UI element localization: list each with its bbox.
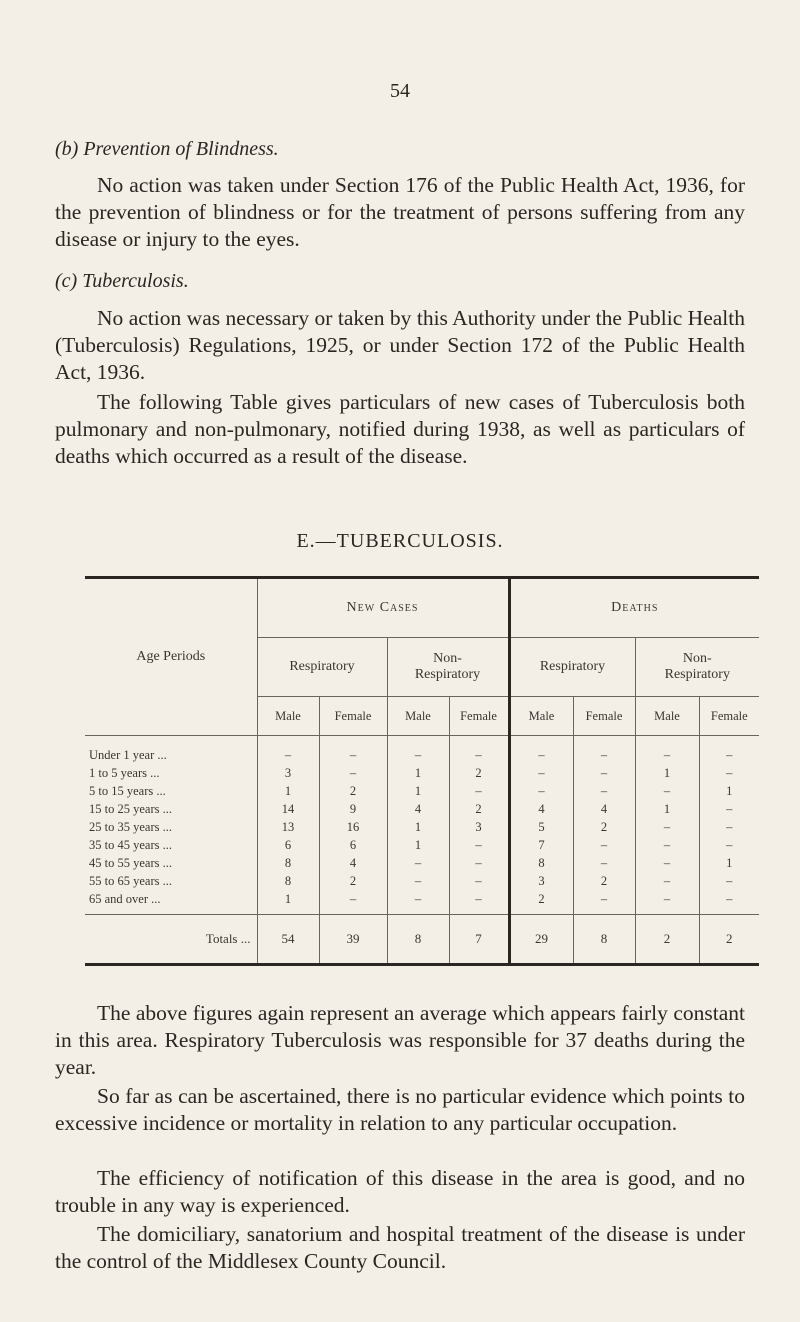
paragraph-average-figures: The above figures again represent an average which appears fairly constant in this area. Respiratory Tuberculosis was responsible for 37 deaths during the year. [55, 1001, 745, 1079]
new-cases-header: New Cases [257, 578, 509, 638]
table-row [85, 818, 759, 836]
table-cell: 2 [509, 890, 573, 915]
table-cell: – [449, 736, 509, 765]
table-cell: 3 [449, 818, 509, 836]
paragraph-blindness: No action was taken under Section 176 of the Public Health Act, 1936, for the prevention of blindness or for the treatment of persons suffering from any disease or injury to the eyes. [55, 173, 745, 251]
age-period-cell: 55 to 65 years ... [85, 872, 257, 890]
totals-label: Totals ... [85, 915, 257, 965]
table-row [85, 782, 759, 800]
deaths-non-respiratory-line2: Respiratory [664, 667, 730, 682]
table-cell: – [449, 890, 509, 915]
table-cell: 8 [257, 872, 319, 890]
table-cell: 6 [257, 836, 319, 854]
table-cell: – [635, 854, 699, 872]
table-cell: 1 [699, 854, 759, 872]
table-cell: – [449, 782, 509, 800]
table-cell: – [319, 764, 387, 782]
table-cell: – [699, 890, 759, 915]
paragraph-occupation: So far as can be ascertained, there is no particular evidence which points to excessive incidence or mortality in relation to any particular occupation. [55, 1084, 745, 1135]
table-cell: 4 [387, 800, 449, 818]
total-cell: 2 [699, 915, 759, 965]
table-cell: – [387, 854, 449, 872]
table-cell: – [635, 836, 699, 854]
age-period-cell: 1 to 5 years ... [85, 764, 257, 782]
paragraph-treatment: The domiciliary, sanatorium and hospital treatment of the disease is under the control of the Middlesex County Council. [55, 1222, 745, 1273]
table-body [85, 736, 759, 965]
age-period-cell: 5 to 15 years ... [85, 782, 257, 800]
table-cell: – [699, 764, 759, 782]
table-cell: 1 [257, 890, 319, 915]
table-cell: – [635, 818, 699, 836]
table-cell: 5 [509, 818, 573, 836]
table-cell: – [319, 890, 387, 915]
total-cell: 8 [387, 915, 449, 965]
section-heading-blindness: (b) Prevention of Blindness. [55, 138, 279, 160]
table-cell: 7 [509, 836, 573, 854]
table-cell: 2 [573, 818, 635, 836]
table-cell: – [699, 800, 759, 818]
table-cell: 4 [509, 800, 573, 818]
total-cell: 8 [573, 915, 635, 965]
deaths-non-respiratory-header [635, 638, 759, 697]
table-cell: 4 [319, 854, 387, 872]
table-cell: – [319, 736, 387, 765]
table-row [85, 764, 759, 782]
table-cell: – [573, 836, 635, 854]
table-cell: – [573, 890, 635, 915]
page-number: 54 [390, 80, 410, 102]
total-cell: 7 [449, 915, 509, 965]
table-cell: – [699, 836, 759, 854]
total-cell: 29 [509, 915, 573, 965]
table-cell: 4 [573, 800, 635, 818]
deaths-respiratory-header: Respiratory [509, 638, 635, 697]
table-cell: 9 [319, 800, 387, 818]
new-non-respiratory-header [387, 638, 509, 697]
new-respiratory-header: Respiratory [257, 638, 387, 697]
female-header: Female [449, 697, 509, 736]
female-header: Female [699, 697, 759, 736]
table-cell: – [573, 854, 635, 872]
male-header: Male [509, 697, 573, 736]
table-cell: – [449, 836, 509, 854]
table-cell: 2 [449, 800, 509, 818]
table-row [85, 800, 759, 818]
table-cell: – [449, 872, 509, 890]
table-cell: 1 [257, 782, 319, 800]
table-cell: – [509, 764, 573, 782]
table-cell: – [573, 782, 635, 800]
age-period-cell: 15 to 25 years ... [85, 800, 257, 818]
table-cell: 16 [319, 818, 387, 836]
table-cell: – [635, 736, 699, 765]
table-row [85, 836, 759, 854]
male-header: Male [635, 697, 699, 736]
table-cell: 8 [257, 854, 319, 872]
age-period-cell: Under 1 year ... [85, 736, 257, 765]
table-cell: 1 [387, 818, 449, 836]
age-period-cell: 35 to 45 years ... [85, 836, 257, 854]
table-cell: 1 [387, 782, 449, 800]
table-row [85, 854, 759, 872]
deaths-non-respiratory-line1: Non- [682, 651, 712, 666]
table-cell: – [635, 872, 699, 890]
table-cell: 14 [257, 800, 319, 818]
age-periods-header: Age Periods [85, 578, 257, 736]
total-cell: 2 [635, 915, 699, 965]
paragraph-tuberculosis-regulations: No action was necessary or taken by this Authority under the Public Health (Tuberculosis) Regulations, 1925, or under Section 172 of the Public Health Act, 1936. [55, 306, 745, 384]
table-cell: 2 [319, 782, 387, 800]
table-cell: 3 [257, 764, 319, 782]
table-cell: 2 [449, 764, 509, 782]
table-cell: – [635, 782, 699, 800]
new-non-respiratory-line1: Non- [433, 651, 462, 666]
table-row [85, 890, 759, 915]
table-cell: – [509, 782, 573, 800]
paragraph-table-intro: The following Table gives particulars of new cases of Tuberculosis both pulmonary and non-pulmonary, notified during 1938, as well as particulars of deaths which occurred as a result of the disease. [55, 390, 745, 468]
totals-row [85, 915, 759, 965]
table-cell: 1 [635, 800, 699, 818]
new-non-respiratory-line2: Respiratory [414, 667, 481, 682]
table-cell: – [387, 890, 449, 915]
table-cell: 1 [387, 764, 449, 782]
table-cell: 2 [319, 872, 387, 890]
table-cell: – [387, 736, 449, 765]
table-cell: 1 [635, 764, 699, 782]
table-cell: – [509, 736, 573, 765]
table-row [85, 872, 759, 890]
table-cell: – [573, 764, 635, 782]
table-row [85, 736, 759, 765]
deaths-header: Deaths [509, 578, 759, 638]
table-cell: 6 [319, 836, 387, 854]
table-cell: 3 [509, 872, 573, 890]
female-header: Female [573, 697, 635, 736]
age-period-cell: 25 to 35 years ... [85, 818, 257, 836]
male-header: Male [257, 697, 319, 736]
table-cell: 1 [387, 836, 449, 854]
male-header: Male [387, 697, 449, 736]
table-cell: 2 [573, 872, 635, 890]
table-cell: – [635, 890, 699, 915]
table-cell: – [449, 854, 509, 872]
age-period-cell: 65 and over ... [85, 890, 257, 915]
total-cell: 39 [319, 915, 387, 965]
table-cell: – [699, 736, 759, 765]
female-header: Female [319, 697, 387, 736]
tuberculosis-table [85, 576, 759, 966]
table-cell: – [573, 736, 635, 765]
table-cell: – [699, 818, 759, 836]
table-cell: – [699, 872, 759, 890]
total-cell: 54 [257, 915, 319, 965]
paragraph-notification: The efficiency of notification of this disease in the area is good, and no trouble in any way is experienced. [55, 1166, 745, 1217]
table-cell: – [387, 872, 449, 890]
section-heading-tuberculosis: (c) Tuberculosis. [55, 270, 189, 292]
table-cell: – [257, 736, 319, 765]
table-cell: 13 [257, 818, 319, 836]
table-cell: 1 [699, 782, 759, 800]
age-period-cell: 45 to 55 years ... [85, 854, 257, 872]
table-title: E.—TUBERCULOSIS. [296, 530, 504, 552]
table-cell: 8 [509, 854, 573, 872]
